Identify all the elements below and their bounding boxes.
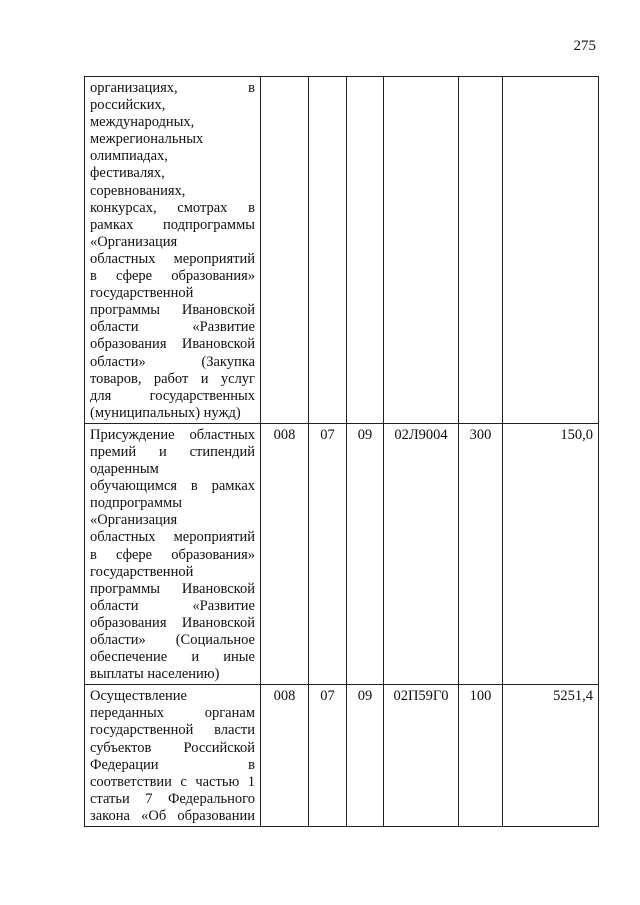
table-row xyxy=(85,77,599,424)
item-name-line: межрегиональных xyxy=(90,131,204,148)
item-name-line: обучающимся в рамках xyxy=(90,478,255,495)
cell-section: 07 xyxy=(309,685,347,827)
item-name-line: области» (Закупка xyxy=(90,353,255,370)
item-name-line: в сфере образования» xyxy=(90,546,255,563)
item-name-line: области «Развитие xyxy=(90,597,255,614)
cell-target-item xyxy=(384,77,459,424)
item-name-line: образования Ивановской xyxy=(90,336,255,353)
item-name-line: выплаты населению) xyxy=(90,666,220,683)
cell-subsection: 09 xyxy=(347,423,384,684)
item-name-line: программы Ивановской xyxy=(90,302,255,319)
cell-target-item: 02Л9004 xyxy=(384,423,459,684)
item-name-line: закона «Об образовании xyxy=(90,807,255,824)
cell-admin-code xyxy=(261,77,309,424)
item-name-line: одаренным xyxy=(90,461,159,478)
cell-admin-code: 008 xyxy=(261,685,309,827)
item-name-line: соревнованиях, xyxy=(90,182,186,199)
item-name-line: российских, xyxy=(90,97,166,114)
item-name-line: областных мероприятий xyxy=(90,529,255,546)
item-name-line: соответствии с частью 1 xyxy=(90,773,255,790)
table-row xyxy=(85,423,599,684)
item-name-line: в сфере образования» xyxy=(90,268,255,285)
cell-section xyxy=(309,77,347,424)
cell-target-item: 02П59Г0 xyxy=(384,685,459,827)
cell-subsection xyxy=(347,77,384,424)
item-name-line: субъектов Российской xyxy=(90,739,255,756)
cell-section: 07 xyxy=(309,423,347,684)
cell-expense-type xyxy=(459,77,503,424)
item-name-line: (муниципальных) нужд) xyxy=(90,404,241,421)
item-name-line: премий и стипендий xyxy=(90,443,255,460)
item-name-line: области «Развитие xyxy=(90,319,255,336)
item-name-line: Федерации в xyxy=(90,756,255,773)
item-name-line: образования Ивановской xyxy=(90,614,255,631)
item-name-line: международных, xyxy=(90,114,195,131)
cell-expense-type: 300 xyxy=(459,423,503,684)
item-name-line: государственной xyxy=(90,285,194,302)
cell-subsection: 09 xyxy=(347,685,384,827)
cell-amount xyxy=(503,77,599,424)
item-name-line: олимпиадах, xyxy=(90,148,168,165)
item-name-line: конкурсах, смотрах в xyxy=(90,199,255,216)
item-name-line: «Организация xyxy=(90,512,178,529)
cell-amount: 150,0 xyxy=(503,423,599,684)
item-name-line: рамках подпрограммы xyxy=(90,216,255,233)
table-row xyxy=(85,685,599,827)
cell-item-name xyxy=(85,77,261,424)
item-name-line: государственной власти xyxy=(90,722,255,739)
item-name-line: переданных органам xyxy=(90,705,255,722)
item-name-line: «Организация xyxy=(90,233,178,250)
cell-item-name xyxy=(85,685,261,827)
item-name-line: Осуществление xyxy=(90,688,187,705)
cell-admin-code: 008 xyxy=(261,423,309,684)
item-name-line: товаров, работ и услуг xyxy=(90,370,255,387)
item-name-line: государственной xyxy=(90,563,194,580)
item-name-line: обеспечение и иные xyxy=(90,649,255,666)
cell-item-name xyxy=(85,423,261,684)
item-name-line: статьи 7 Федерального xyxy=(90,790,255,807)
cell-expense-type: 100 xyxy=(459,685,503,827)
budget-table xyxy=(84,76,599,827)
item-name-line: организациях, в xyxy=(90,80,255,96)
cell-amount: 5251,4 xyxy=(503,685,599,827)
item-name-line: для государственных xyxy=(90,387,255,404)
item-name-line: областных мероприятий xyxy=(90,250,255,267)
page-number: 275 xyxy=(573,38,596,54)
item-name-line: Присуждение областных xyxy=(90,426,255,443)
table-body xyxy=(85,77,599,827)
item-name-line: фестивалях, xyxy=(90,165,165,182)
item-name-line: программы Ивановской xyxy=(90,580,255,597)
item-name-line: области» (Социальное xyxy=(90,632,255,648)
item-name-line: подпрограммы xyxy=(90,495,182,512)
